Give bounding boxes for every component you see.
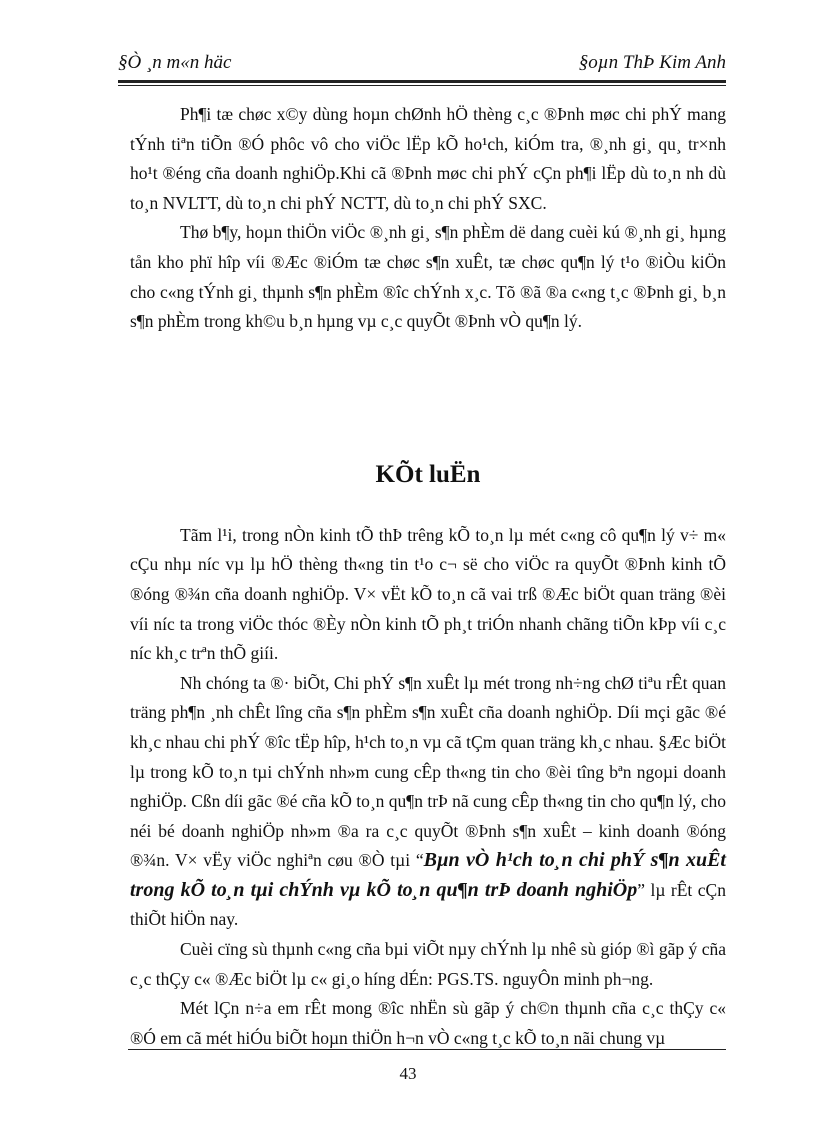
paragraph-recommendation-cost-norms: Ph¶i tæ chøc x©y dùng hoµn chØnh hÖ thèng c¸c ®Þnh møc chi phÝ mang tÝnh tiªn tiÕn ®Ó phôc vô cho viÖc lËp kÕ ho¹ch, kiÓm tra, ®¸nh gi¸ qu¸ tr×nh ho¹t ®éng cña doanh nghiÖp.Khi cã ®Þnh møc chi phÝ cÇn ph¶i lËp dù to¸n nh dù to¸n NVLTT, dù to¸n chi phÝ NCTT, dù to¸n chi phÝ SXC.: [130, 104, 726, 213]
paragraph-conclusion-production-cost: [130, 669, 726, 935]
paragraph-recommendation-seventh: Thø b¶y, hoµn thiÖn viÖc ®¸nh gi¸ s¶n phÈm dë dang cuèi kú ®¸nh gi¸ hµng tån kho phï hîp víi ®Æc ®iÓm tæ chøc s¶n xuÊt, tæ chøc qu¶n lý t¹o ®iÒu kiÖn cho c«ng tÝnh gi¸ thµnh s¶n phÈm ®îc chÝnh x¸c. Tõ ®ã ®a c«ng t¸c ®Þnh gi¸ b¸n s¶n phÈm trong kh©u b¸n hµng vµ c¸c quyÕt ®Þnh vÒ qu¶n lý.: [130, 222, 726, 332]
topic-title: Bµn vÒ h¹ch to¸n chi phÝ s¶n xuÊt trong kÕ to¸n tµi chÝnh vµ kÕ to¸n qu¶n trÞ doanh nghiÖp: [130, 849, 726, 901]
page-number: 43: [399, 1064, 417, 1083]
header-divider: [118, 80, 726, 86]
paragraph-acknowledgement: Cuèi cïng sù thµnh c«ng cña bµi viÕt nµy chÝnh lµ nhê sù gióp ®ì gãp ý cña c¸c thÇy c« ®Æc biÖt lµ c« gi¸o híng dÉn: PGS.TS. nguyÔn minh ph¬ng.: [130, 939, 726, 989]
document-body: [130, 100, 726, 1053]
paragraph-text: Nh chóng ta ®· biÕt, Chi phÝ s¶n xuÊt lµ mét trong nh÷ng chØ tiªu rÊt quan träng ph¶n ¸nh chÊt lîng cña s¶n phÈm s¶n xuÊt cña doanh nghiÖp. Díi mçi gãc ®é kh¸c nhau chi phÝ ®îc tËp hîp, h¹ch to¸n vµ cã tÇm quan träng kh¸c nhau. §Æc biÖt lµ trong kÕ to¸n tµi chÝnh nh»m cung cÊp th«ng tin cho ®èi tîng bªn ngoµi doanh nghiÖp. Cßn díi gãc ®é cña kÕ to¸n qu¶n trÞ nã cung cÊp th«ng tin cho qu¶n lý, cho néi bé doanh nghiÖp nh»m ®a ra c¸c quyÕt ®Þnh s¶n xuÊt – kinh doanh ®óng ®¾n. V× vËy viÖc nghiªn cøu ®Ò tµi “: [130, 672, 726, 871]
footer-divider: [128, 1049, 726, 1050]
paragraph-closing: Mét lÇn n÷a em rÊt mong ®îc nhËn sù gãp ý ch©n thµnh cña c¸c thÇy c« ®Ó em cã mét hiÓu biÕt hoµn thiÖn h¬n vÒ c«ng t¸c kÕ to¸n nãi chung vµ: [130, 998, 726, 1048]
paragraph-conclusion-intro: Tãm l¹i, trong nÒn kinh tÕ thÞ trêng kÕ to¸n lµ mét c«ng cô qu¶n lý v÷ m« cÇu nhµ níc vµ lµ hÖ thèng th«ng tin t¹o c¬ së cho viÖc ra quyÕt ®Þnh kinh tÕ ®óng ®¾n cña doanh nghiÖp. V× vËt kÕ to¸n cã vai trß ®Æc biÖt quan träng ®èi víi níc ta trong viÖc thóc ®Èy nÒn kinh tÕ ph¸t triÓn nhanh chãng tiÕn kÞp víi c¸c níc kh¸c trªn thÕ giíi.: [130, 524, 726, 664]
section-spacer: [130, 337, 726, 455]
header-left-text: §Ò ¸n m«n häc: [118, 52, 232, 73]
header-right-text: §oµn ThÞ Kim Anh: [578, 52, 726, 73]
paragraph-text-tail: ” lµ rÊt cÇn thiÕt hiÖn nay.: [130, 879, 726, 930]
page-header: [118, 52, 726, 78]
section-title: KÕt luËn: [375, 460, 481, 488]
